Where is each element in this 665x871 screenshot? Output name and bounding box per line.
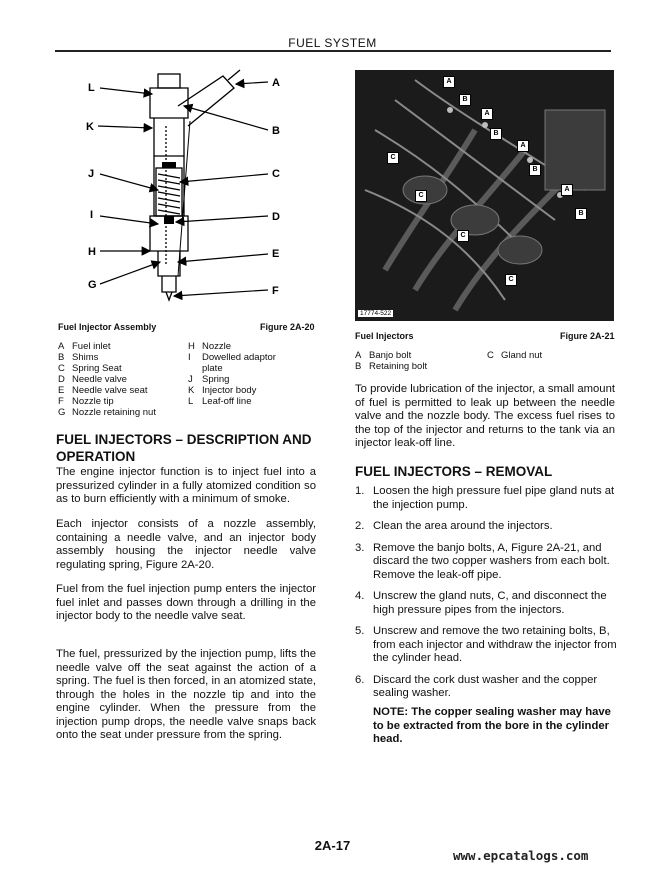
callout-E: E <box>272 248 280 260</box>
paragraph-3: Fuel from the fuel injection pump enters the injector fuel inlet and passes down through a drilling in the injector body to the needle valve seat. <box>56 583 316 622</box>
list-item: 4. Unscrew the gland nuts, C, and disconnect the high pressure pipes from the injectors. <box>355 590 607 616</box>
callout-B: B <box>272 125 280 137</box>
section-removal-heading: FUEL INJECTORS – REMOVAL <box>355 464 553 479</box>
list-item: 1. Loosen the high pressure fuel pipe gland nuts at the injection pump. <box>355 485 615 511</box>
photo-tag-b: B <box>459 94 471 106</box>
photo-tag-c: C <box>505 274 517 286</box>
section-description-heading: FUEL INJECTORS – DESCRIPTION AND OPERATION <box>56 432 312 464</box>
callout-F: F <box>272 285 279 297</box>
legend-row: J Spring <box>188 374 230 385</box>
figure-2a21-number: Figure 2A-21 <box>560 331 615 341</box>
list-item: 3. Remove the banjo bolts, A, Figure 2A-21, and discard the two copper washers from each bolt. Remove the leak-off pipe. <box>355 541 610 581</box>
callout-J: J <box>88 168 95 180</box>
legend-row: A Fuel inlet <box>58 341 111 352</box>
callout-L: L <box>88 82 95 94</box>
photo-tag-b: B <box>575 208 587 220</box>
photo-tag-b: B <box>490 128 502 140</box>
figure-2a20-legend-col2 <box>188 341 308 407</box>
photo-tag-a: A <box>481 108 493 120</box>
photo-tag-c: C <box>387 152 399 164</box>
figure-2a21-legend-col1 <box>355 350 485 372</box>
legend-row: plate <box>202 363 223 374</box>
legend-row: E Needle valve seat <box>58 385 148 396</box>
legend-row: B Retaining bolt <box>355 361 428 372</box>
legend-row: B Shims <box>58 352 99 363</box>
photo-tag-a: A <box>517 140 529 152</box>
callout-H: H <box>88 246 96 258</box>
list-item: 2. Clean the area around the injectors. <box>355 520 553 532</box>
legend-row: G Nozzle retaining nut <box>58 407 156 418</box>
legend-row: F Nozzle tip <box>58 396 114 407</box>
page-number: 2A-17 <box>314 838 351 853</box>
list-item: 5. Unscrew and remove the two retaining bolts, B, from each injector and withdraw the injector from the cylinder head. <box>355 625 617 664</box>
photo-tag-a: A <box>561 184 573 196</box>
page-header-title: FUEL SYSTEM <box>288 36 377 50</box>
photo-tag-b: B <box>529 164 541 176</box>
callout-D: D <box>272 211 280 223</box>
callout-I: I <box>90 209 94 221</box>
figure-2a20-legend-col1 <box>58 341 188 418</box>
photo-tag-c: C <box>415 190 427 202</box>
figure-2a20-caption: Fuel Injector Assembly <box>58 322 157 332</box>
removal-steps <box>355 485 617 709</box>
callout-A: A <box>272 77 280 89</box>
injector-diagram <box>58 66 320 316</box>
lubrication-paragraph: To provide lubrication of the injector, a small amount of fuel is permitted to leak up between the needle valve and the nozzle body. The excess fuel rises to the top of the injector and returns to the tank via an injector leak-off line. <box>355 383 615 449</box>
legend-row: I Dowelled adaptor <box>188 352 276 363</box>
legend-row: K Injector body <box>188 385 257 396</box>
paragraph-2: Each injector consists of a nozzle assembly, containing a needle valve, and an injector body assembly housing the injector needle valve regulating spring, Figure 2A-20. <box>56 518 316 571</box>
legend-row: L Leaf-off line <box>188 396 252 407</box>
note-copper-washer: NOTE: The copper sealing washer may have to be extracted from the bore in the cylinder head. <box>373 706 611 745</box>
figure-2a21-caption: Fuel Injectors <box>355 331 414 341</box>
legend-row: C Gland nut <box>487 350 543 361</box>
photo-tag-a: A <box>443 76 455 88</box>
callout-C: C <box>272 168 280 180</box>
fuel-injectors-photo <box>355 70 614 321</box>
legend-row: A Banjo bolt <box>355 350 412 361</box>
photo-id-label: 17774-522 <box>360 310 392 317</box>
legend-row: H Nozzle <box>188 341 232 352</box>
legend-row: C Spring Seat <box>58 363 122 374</box>
list-item: 6. Discard the cork dust washer and the copper sealing washer. <box>355 673 598 699</box>
paragraph-1: The engine injector function is to inject fuel into a pressurized cylinder in a fully atomized condition so as to burn efficiently with a minimum of smoke. <box>56 466 316 505</box>
legend-row: D Needle valve <box>58 374 127 385</box>
photo-tag-c: C <box>457 230 469 242</box>
callout-K: K <box>86 121 94 133</box>
header-rule <box>55 50 611 52</box>
figure-2a21-legend-col2 <box>487 350 607 361</box>
paragraph-4: The fuel, pressurized by the injection pump, lifts the needle valve off the seat against the action of a spring. The fuel is then forced, in an atomized state, through the holes in the nozzle tip and into the engine cylinder. When the pressure from the injection pump drops, the needle valve snaps back onto the seat under pressure from the spring. <box>56 648 316 741</box>
watermark-url: www.epcatalogs.com <box>453 848 589 863</box>
figure-2a20-number: Figure 2A-20 <box>260 322 315 332</box>
callout-G: G <box>88 279 97 291</box>
